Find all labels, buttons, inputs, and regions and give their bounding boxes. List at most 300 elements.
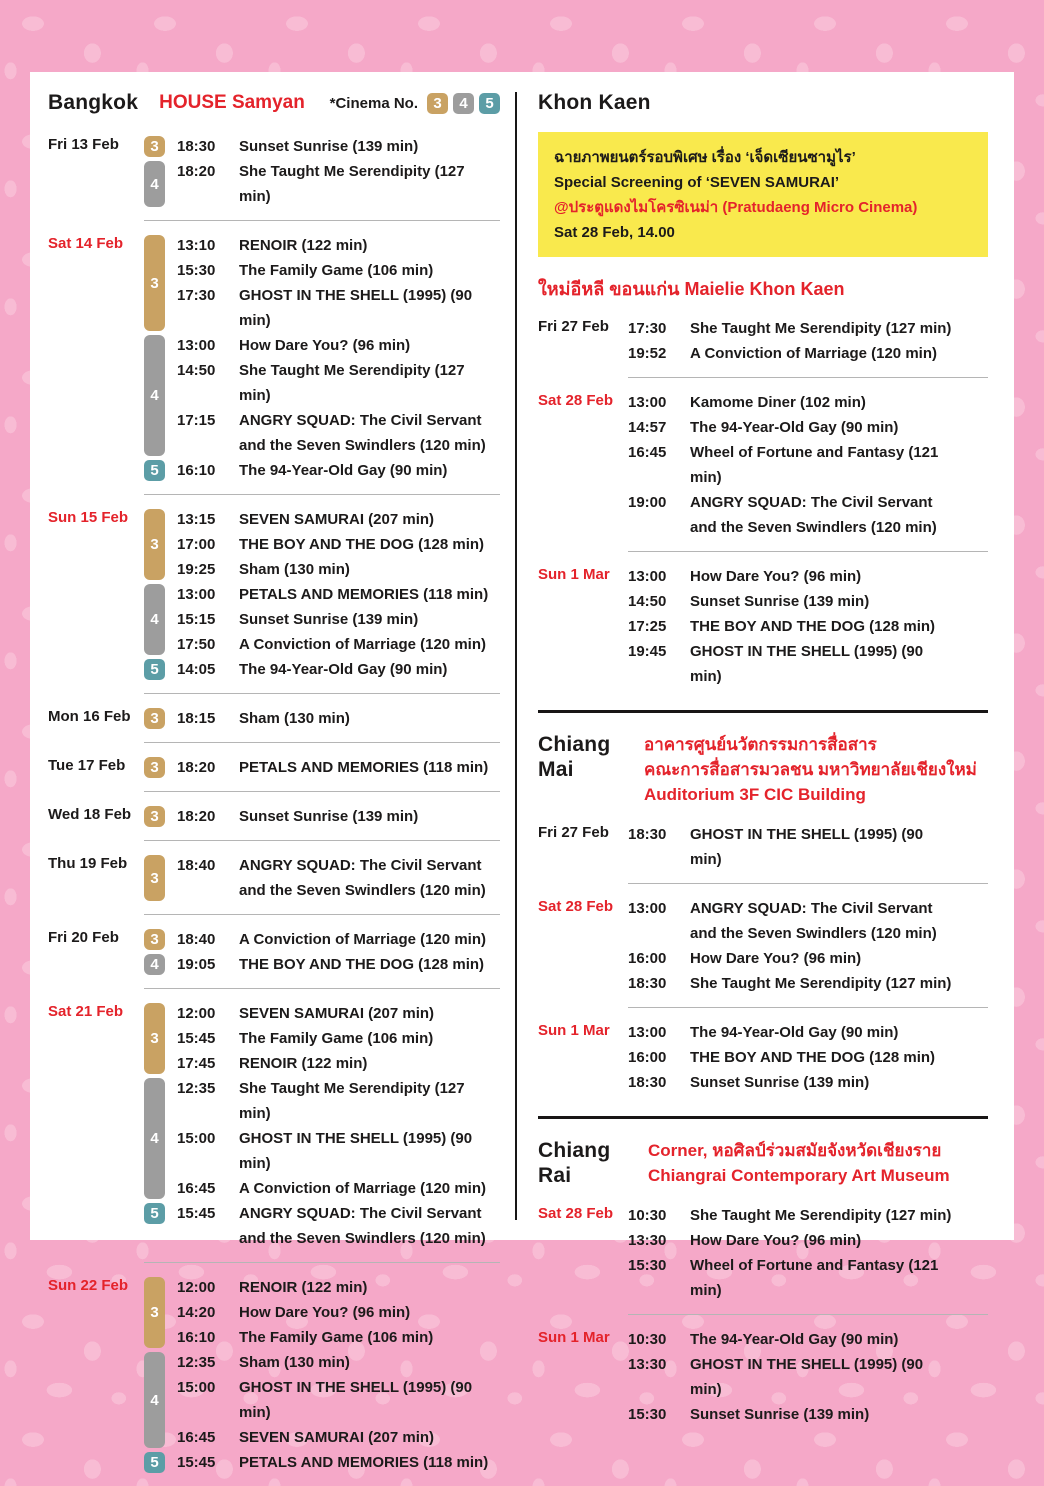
- chiang-rai-header: [538, 1138, 988, 1188]
- date-label: Sat 28 Feb: [538, 392, 614, 409]
- date-label: Mon 16 Feb: [48, 708, 131, 725]
- special-box-line-english: Special Screening of ‘SEVEN SAMURAI’: [554, 174, 840, 191]
- film-title: She Taught Me Serendipity (127 min): [690, 320, 952, 337]
- film-title: Sunset Sunrise (139 min): [239, 808, 419, 825]
- screening-row: [628, 639, 988, 689]
- cinema-4-badge: 4: [144, 335, 165, 456]
- section-divider: [538, 1116, 988, 1119]
- screening-row: [628, 589, 988, 614]
- screening-time: 17:30: [628, 320, 667, 337]
- city-title-bangkok: Bangkok: [48, 91, 139, 114]
- screening-row: [177, 159, 500, 209]
- day-schedule: [144, 694, 500, 743]
- screening-time: 17:25: [628, 618, 667, 635]
- film-title: Sunset Sunrise (139 min): [239, 138, 419, 155]
- screening-row: [177, 1450, 500, 1475]
- show-list: [177, 1350, 500, 1450]
- film-title: She Taught Me Serendipity (127 min): [239, 362, 465, 404]
- film-title: Sunset Sunrise (139 min): [690, 593, 870, 610]
- cinema-group: [144, 1201, 500, 1251]
- day-schedule: [144, 989, 500, 1263]
- show-list: [177, 927, 500, 952]
- show-list: [177, 804, 500, 829]
- cinema-group: [144, 159, 500, 209]
- cinema-group: [144, 1275, 500, 1350]
- screening-row: [177, 532, 500, 557]
- screening-row: [628, 390, 988, 415]
- cinema-4-badge: 4: [144, 1078, 165, 1199]
- screening-time: 13:00: [628, 900, 667, 917]
- screening-row: [177, 1350, 500, 1375]
- screening-row: [177, 1126, 500, 1176]
- screening-time: 18:30: [628, 1074, 667, 1091]
- cinema-group: [144, 706, 500, 731]
- film-title: THE BOY AND THE DOG (128 min): [239, 956, 485, 973]
- film-title: ANGRY SQUAD: The Civil Servant and the Seven Swindlers (120 min): [239, 1205, 486, 1247]
- show-list: [628, 884, 988, 1008]
- venue-name-art-museum: [648, 1138, 950, 1188]
- screening-time: 14:57: [628, 419, 667, 436]
- cinema-group: [144, 1076, 500, 1201]
- film-title: How Dare You? (96 min): [239, 1304, 411, 1321]
- show-list: [177, 582, 500, 657]
- screening-time: 15:30: [177, 262, 216, 279]
- section-divider: [538, 710, 988, 713]
- screening-row: [177, 952, 500, 977]
- film-title: Sunset Sunrise (139 min): [690, 1406, 870, 1423]
- show-list: [628, 378, 988, 552]
- film-title: She Taught Me Serendipity (127 min): [239, 163, 465, 205]
- venue-line: คณะการสื่อสารมวลชน มหาวิทยาลัยเชียงใหม่: [644, 760, 977, 779]
- cinema-group: [144, 507, 500, 582]
- cinema-group: [144, 657, 500, 682]
- cinema-group: [144, 1450, 500, 1475]
- screening-time: 13:00: [628, 568, 667, 585]
- screening-time: 15:15: [177, 611, 216, 628]
- screening-row: [177, 755, 500, 780]
- screening-time: 13:00: [177, 337, 216, 354]
- screening-row: [628, 1402, 988, 1427]
- schedule-day-row: [48, 495, 500, 694]
- film-title: The 94-Year-Old Gay (90 min): [690, 1024, 899, 1041]
- show-list: [177, 1201, 500, 1251]
- film-title: SEVEN SAMURAI (207 min): [239, 1429, 435, 1446]
- day-schedule: [144, 792, 500, 841]
- film-title: How Dare You? (96 min): [239, 337, 411, 354]
- film-title: PETALS AND MEMORIES (118 min): [239, 586, 489, 603]
- screening-time: 18:20: [177, 759, 216, 776]
- film-title: RENOIR (122 min): [239, 1055, 368, 1072]
- screening-time: 13:00: [628, 1024, 667, 1041]
- screening-row: [177, 1325, 500, 1350]
- screening-row: [628, 1070, 988, 1095]
- screening-time: 12:00: [177, 1005, 216, 1022]
- screening-row: [177, 408, 500, 458]
- screening-time: 18:20: [177, 808, 216, 825]
- show-list: [177, 1275, 500, 1350]
- schedule-day-row: [538, 378, 988, 552]
- cinema-badge-column: [144, 458, 177, 483]
- screening-row: [177, 333, 500, 358]
- cinema-badge-column: [144, 333, 177, 458]
- film-title: The 94-Year-Old Gay (90 min): [690, 419, 899, 436]
- film-title: She Taught Me Serendipity (127 min): [690, 1207, 952, 1224]
- film-title: RENOIR (122 min): [239, 1279, 368, 1296]
- film-title: A Conviction of Marriage (120 min): [239, 931, 486, 948]
- screening-time: 17:15: [177, 412, 216, 429]
- show-list: [177, 657, 500, 682]
- venue-line: Chiangrai Contemporary Art Museum: [648, 1166, 950, 1185]
- film-title: SEVEN SAMURAI (207 min): [239, 1005, 435, 1022]
- screening-time: 15:45: [177, 1205, 216, 1222]
- cinema-4-badge: 4: [144, 1352, 165, 1448]
- film-title: GHOST IN THE SHELL (1995) (90 min): [239, 1379, 473, 1421]
- screening-row: [177, 507, 500, 532]
- film-title: A Conviction of Marriage (120 min): [239, 636, 486, 653]
- cinema-badge-column: [144, 582, 177, 657]
- screening-row: [177, 557, 500, 582]
- film-title: She Taught Me Serendipity (127 min): [690, 975, 952, 992]
- show-list: [177, 333, 500, 458]
- screening-row: [628, 896, 988, 946]
- cinema-4-badge: 4: [144, 161, 165, 207]
- screening-time: 15:00: [177, 1130, 216, 1147]
- schedule-panel: [30, 72, 1014, 1471]
- screening-time: 13:15: [177, 511, 216, 528]
- bangkok-header: [48, 86, 500, 120]
- cinema-badge-column: [144, 159, 177, 209]
- screening-time: 16:00: [628, 950, 667, 967]
- chiang-mai-header: [538, 732, 988, 807]
- cinema-badge-column: [144, 507, 177, 582]
- film-title: A Conviction of Marriage (120 min): [690, 345, 937, 362]
- film-title: Wheel of Fortune and Fantasy (121 min): [690, 444, 939, 486]
- screening-time: 15:30: [628, 1406, 667, 1423]
- cinema-group: [144, 333, 500, 458]
- screening-row: [177, 853, 500, 903]
- film-title: GHOST IN THE SHELL (1995) (90 min): [690, 1356, 924, 1398]
- screening-time: 19:05: [177, 956, 216, 973]
- screening-row: [177, 1425, 500, 1450]
- cinema-badge-column: [144, 952, 177, 977]
- screening-time: 16:00: [628, 1049, 667, 1066]
- special-screening-box: [538, 132, 988, 257]
- cinema-3-badge: 3: [144, 1003, 165, 1074]
- cinema-badge-column: [144, 1076, 177, 1201]
- screening-row: [177, 1051, 500, 1076]
- cinema-badge-legend: [427, 93, 500, 114]
- show-list: [628, 1191, 988, 1315]
- screening-row: [177, 1375, 500, 1425]
- film-title: The 94-Year-Old Gay (90 min): [239, 462, 448, 479]
- screening-row: [177, 927, 500, 952]
- cinema-3-badge: 3: [144, 757, 165, 778]
- screening-row: [628, 440, 988, 490]
- film-title: PETALS AND MEMORIES (118 min): [239, 1454, 489, 1471]
- show-list: [177, 755, 500, 780]
- cinema-badge-column: [144, 804, 177, 829]
- show-list: [628, 552, 988, 700]
- film-title: Kamome Diner (102 min): [690, 394, 866, 411]
- date-label: Sun 15 Feb: [48, 509, 129, 526]
- chiang-rai-day-list: [538, 1191, 988, 1438]
- show-list: [177, 507, 500, 582]
- bangkok-column: [48, 86, 500, 1471]
- day-schedule: [144, 495, 500, 694]
- cinema-group: [144, 804, 500, 829]
- screening-time: 12:00: [177, 1279, 216, 1296]
- cinema-group: [144, 755, 500, 780]
- show-list: [177, 1450, 500, 1475]
- film-title: ANGRY SQUAD: The Civil Servant and the Seven Swindlers (120 min): [239, 412, 486, 454]
- screening-time: 15:00: [177, 1379, 216, 1396]
- special-box-venue: @ประตูแดงไมโครซิเนม่า (Pratudaeng Micro Cinema): [554, 199, 918, 216]
- date-label: Sat 28 Feb: [538, 1205, 614, 1222]
- cinema-badge-column: [144, 853, 177, 903]
- screening-row: [628, 415, 988, 440]
- cinema-number-note: *Cinema No.: [329, 94, 418, 112]
- schedule-day-row: [48, 122, 500, 221]
- cinema-group: [144, 233, 500, 333]
- cinema-group: [144, 134, 500, 159]
- schedule-day-row: [538, 552, 988, 700]
- film-title: Sham (130 min): [239, 1354, 350, 1371]
- show-list: [628, 1315, 988, 1438]
- film-title: GHOST IN THE SHELL (1995) (90 min): [690, 643, 924, 685]
- venue-name-maielie: ใหม่อีหลี ขอนแก่น Maielie Khon Kaen: [538, 279, 845, 299]
- screening-time: 16:45: [177, 1429, 216, 1446]
- film-title: A Conviction of Marriage (120 min): [239, 1180, 486, 1197]
- screening-row: [177, 607, 500, 632]
- screening-row: [628, 822, 988, 872]
- screening-row: [628, 1327, 988, 1352]
- show-list: [177, 952, 500, 977]
- date-label: Sat 14 Feb: [48, 235, 124, 252]
- venue-line: Auditorium 3F CIC Building: [644, 785, 866, 804]
- screening-row: [628, 341, 988, 366]
- cinema-5-badge: 5: [144, 1203, 165, 1224]
- cinema-group: [144, 952, 500, 977]
- screening-row: [177, 258, 500, 283]
- screening-row: [177, 458, 500, 483]
- screening-time: 17:30: [177, 287, 216, 304]
- screening-time: 16:45: [177, 1180, 216, 1197]
- film-title: GHOST IN THE SHELL (1995) (90 min): [239, 287, 473, 329]
- date-label: Sun 1 Mar: [538, 566, 610, 583]
- date-label: Sat 21 Feb: [48, 1003, 124, 1020]
- day-schedule: [144, 1263, 500, 1486]
- show-list: [628, 810, 988, 884]
- film-title: How Dare You? (96 min): [690, 950, 862, 967]
- film-title: THE BOY AND THE DOG (128 min): [690, 618, 936, 635]
- date-label: Thu 19 Feb: [48, 855, 128, 872]
- chiang-mai-day-list: [538, 810, 988, 1106]
- screening-row: [628, 1228, 988, 1253]
- screening-time: 19:25: [177, 561, 216, 578]
- screening-row: [177, 582, 500, 607]
- screening-time: 15:30: [628, 1257, 667, 1274]
- show-list: [628, 304, 988, 378]
- cinema-3-badge: 3: [144, 806, 165, 827]
- cinema-badge-column: [144, 1001, 177, 1076]
- cinema-4-badge: 4: [453, 93, 474, 114]
- cinema-badge-column: [144, 706, 177, 731]
- screening-time: 14:50: [177, 362, 216, 379]
- cinema-badge-column: [144, 657, 177, 682]
- film-title: Sham (130 min): [239, 561, 350, 578]
- screening-row: [628, 946, 988, 971]
- screening-time: 16:10: [177, 1329, 216, 1346]
- schedule-day-row: [48, 221, 500, 495]
- cinema-group: [144, 582, 500, 657]
- screening-time: 17:00: [177, 536, 216, 553]
- cinema-group: [144, 853, 500, 903]
- screening-time: 13:30: [628, 1356, 667, 1373]
- schedule-day-row: [48, 841, 500, 915]
- cinema-group: [144, 1001, 500, 1076]
- screening-row: [177, 233, 500, 258]
- screening-time: 18:30: [177, 138, 216, 155]
- film-title: The Family Game (106 min): [239, 1030, 434, 1047]
- cinema-group: [144, 1350, 500, 1450]
- special-box-line-thai: ฉายภาพยนตร์รอบพิเศษ เรื่อง ‘เจ็ดเซียนซามูไร’: [554, 149, 856, 166]
- special-box-datetime: Sat 28 Feb, 14.00: [554, 224, 675, 241]
- cinema-3-badge: 3: [144, 855, 165, 901]
- venue-line: อาคารศูนย์นวัตกรรมการสื่อสาร: [644, 735, 877, 754]
- screening-time: 18:30: [628, 826, 667, 843]
- cinema-group: [144, 927, 500, 952]
- date-label: Wed 18 Feb: [48, 806, 132, 823]
- cinema-3-badge: 3: [144, 708, 165, 729]
- screening-row: [177, 1076, 500, 1126]
- screening-time: 15:45: [177, 1454, 216, 1471]
- show-list: [177, 1076, 500, 1201]
- screening-row: [177, 134, 500, 159]
- day-schedule: [144, 841, 500, 915]
- cinema-5-badge: 5: [479, 93, 500, 114]
- film-title: The Family Game (106 min): [239, 262, 434, 279]
- film-title: THE BOY AND THE DOG (128 min): [690, 1049, 936, 1066]
- cinema-5-badge: 5: [144, 1452, 165, 1473]
- screening-row: [628, 1352, 988, 1402]
- schedule-day-row: [538, 810, 988, 884]
- show-list: [628, 1008, 988, 1106]
- cinema-3-badge: 3: [144, 136, 165, 157]
- cinema-badge-column: [144, 755, 177, 780]
- screening-time: 12:35: [177, 1354, 216, 1371]
- cinema-4-badge: 4: [144, 954, 165, 975]
- film-title: SEVEN SAMURAI (207 min): [239, 511, 435, 528]
- screening-time: 18:40: [177, 857, 216, 874]
- screening-time: 13:00: [177, 586, 216, 603]
- show-list: [177, 134, 500, 159]
- venue-line: Corner, หอศิลป์ร่วมสมัยจังหวัดเชียงราย: [648, 1141, 942, 1160]
- screening-time: 14:05: [177, 661, 216, 678]
- film-title: Sunset Sunrise (139 min): [690, 1074, 870, 1091]
- screening-time: 19:52: [628, 345, 667, 362]
- show-list: [177, 233, 500, 333]
- screening-row: [628, 1203, 988, 1228]
- film-title: ANGRY SQUAD: The Civil Servant and the Seven Swindlers (120 min): [690, 900, 937, 942]
- film-title: ANGRY SQUAD: The Civil Servant and the Seven Swindlers (120 min): [690, 494, 937, 536]
- cinema-badge-column: [144, 1275, 177, 1350]
- schedule-day-row: [48, 694, 500, 743]
- date-label: Fri 13 Feb: [48, 136, 119, 153]
- date-label: Sun 22 Feb: [48, 1277, 129, 1294]
- screening-time: 15:45: [177, 1030, 216, 1047]
- screening-row: [628, 564, 988, 589]
- cinema-badge-column: [144, 927, 177, 952]
- schedule-day-row: [48, 792, 500, 841]
- cinema-badge-column: [144, 1450, 177, 1475]
- film-title: She Taught Me Serendipity (127 min): [239, 1080, 465, 1122]
- screening-row: [628, 490, 988, 540]
- screening-row: [177, 358, 500, 408]
- film-title: THE BOY AND THE DOG (128 min): [239, 536, 485, 553]
- cinema-badge-column: [144, 1201, 177, 1251]
- screening-time: 17:50: [177, 636, 216, 653]
- screening-time: 14:20: [177, 1304, 216, 1321]
- provinces-column: [517, 86, 988, 1423]
- day-schedule: [144, 743, 500, 792]
- screening-time: 13:00: [628, 394, 667, 411]
- show-list: [177, 706, 500, 731]
- film-title: GHOST IN THE SHELL (1995) (90 min): [690, 826, 924, 868]
- film-title: ANGRY SQUAD: The Civil Servant and the Seven Swindlers (120 min): [239, 857, 486, 899]
- film-title: The Family Game (106 min): [239, 1329, 434, 1346]
- cinema-3-badge: 3: [144, 929, 165, 950]
- show-list: [177, 853, 500, 903]
- cinema-4-badge: 4: [144, 584, 165, 655]
- date-label: Fri 20 Feb: [48, 929, 119, 946]
- film-title: How Dare You? (96 min): [690, 1232, 862, 1249]
- cinema-5-badge: 5: [144, 659, 165, 680]
- film-title: RENOIR (122 min): [239, 237, 368, 254]
- venue-name-house-samyan: HOUSE Samyan: [159, 92, 305, 113]
- city-title-chiang-rai: Chiang Rai: [538, 1139, 611, 1187]
- screening-time: 16:10: [177, 462, 216, 479]
- film-title: Sunset Sunrise (139 min): [239, 611, 419, 628]
- screening-row: [177, 657, 500, 682]
- bangkok-day-list: [48, 122, 500, 1486]
- screening-time: 16:45: [628, 444, 667, 461]
- schedule-day-row: [538, 1008, 988, 1106]
- date-label: Sun 1 Mar: [538, 1329, 610, 1346]
- screening-time: 18:20: [177, 163, 216, 180]
- schedule-day-row: [48, 915, 500, 989]
- cinema-badge-column: [144, 1350, 177, 1450]
- cinema-group: [144, 458, 500, 483]
- cinema-3-badge: 3: [144, 235, 165, 331]
- screening-row: [177, 283, 500, 333]
- screening-time: 18:15: [177, 710, 216, 727]
- date-label: Tue 17 Feb: [48, 757, 126, 774]
- screening-time: 10:30: [628, 1207, 667, 1224]
- film-title: PETALS AND MEMORIES (118 min): [239, 759, 489, 776]
- venue-name-cic-building: [644, 732, 977, 807]
- day-schedule: [144, 122, 500, 221]
- screening-time: 17:45: [177, 1055, 216, 1072]
- screening-time: 10:30: [628, 1331, 667, 1348]
- date-label: Sat 28 Feb: [538, 898, 614, 915]
- screening-time: 12:35: [177, 1080, 216, 1097]
- screening-row: [177, 1001, 500, 1026]
- schedule-day-row: [538, 1315, 988, 1438]
- show-list: [177, 159, 500, 209]
- screening-row: [628, 316, 988, 341]
- cinema-3-badge: 3: [144, 509, 165, 580]
- film-title: The 94-Year-Old Gay (90 min): [690, 1331, 899, 1348]
